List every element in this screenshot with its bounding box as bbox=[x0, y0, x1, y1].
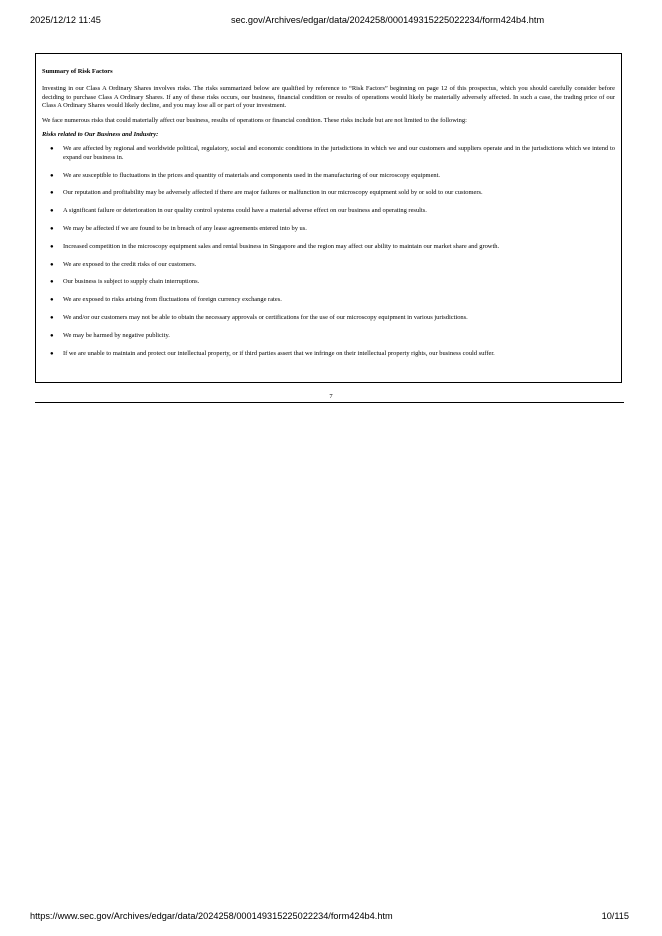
print-datetime: 2025/12/12 11:45 bbox=[30, 15, 101, 25]
bullet-icon: ● bbox=[50, 172, 54, 179]
risk-item bbox=[42, 332, 615, 340]
print-page-counter: 10/115 bbox=[601, 911, 629, 921]
print-footer bbox=[30, 911, 632, 925]
bullet-icon: ● bbox=[50, 297, 54, 304]
risk-item bbox=[42, 261, 615, 269]
risk-text: A significant failure or deterioration in our quality control systems could have a material adverse effect on our business and operating results. bbox=[63, 207, 427, 215]
risk-text: If we are unable to maintain and protect our intellectual property, or if third parties assert that we infringe on their intellectual property rights, our business could suffer. bbox=[63, 349, 495, 357]
bullet-icon: ● bbox=[50, 226, 54, 233]
page-number: 7 bbox=[329, 393, 333, 400]
risk-item bbox=[42, 243, 615, 251]
bullet-icon: ● bbox=[50, 261, 54, 268]
page-divider bbox=[35, 402, 624, 403]
bullet-icon: ● bbox=[50, 208, 54, 215]
print-footer-url[interactable]: https://www.sec.gov/Archives/edgar/data/2024258/000149315225022234/form424b4.htm bbox=[30, 911, 393, 921]
bullet-icon: ● bbox=[50, 243, 54, 250]
print-header bbox=[30, 15, 632, 29]
risk-item bbox=[42, 145, 615, 162]
risk-item bbox=[42, 278, 615, 286]
risk-text: We are affected by regional and worldwide political, regulatory, social and economic conditions in the jurisdictions in which we and our customers and suppliers operate and in the jurisdictions which we intend to expand our business in. bbox=[63, 145, 615, 161]
risk-item bbox=[42, 172, 615, 180]
risk-item bbox=[42, 296, 615, 304]
risk-text: We may be harmed by negative publicity. bbox=[63, 331, 170, 339]
bullet-icon: ● bbox=[50, 350, 54, 357]
risk-item bbox=[42, 207, 615, 215]
section-title: Summary of Risk Factors bbox=[42, 68, 113, 75]
risk-text: Our reputation and profitability may be adversely affected if there are major failures or malfunction in our microscopy equipment sold by or sold to our customers. bbox=[63, 189, 483, 197]
risk-text: Increased competition in the microscopy equipment sales and rental business in Singapore and the region may affect our ability to maintain our market share and growth. bbox=[63, 242, 500, 250]
intro-paragraph: Investing in our Class A Ordinary Shares involves risks. The risks summarized below are qualified by reference to “Risk Factors” beginning on page 12 of this prospectus, which you should carefully consider before deciding to purchase Class A Ordinary Shares. If any of these risks occurs, our business, financial condition or results of operations would likely be materially adversely affected. In such a case, the trading price of our Class A Ordinary Shares would likely decline, and you may lose all or part of your investment. bbox=[42, 85, 615, 110]
risk-text: We are exposed to the credit risks of our customers. bbox=[63, 260, 197, 268]
risk-item bbox=[42, 314, 615, 322]
bullet-icon: ● bbox=[50, 190, 54, 197]
bullet-icon: ● bbox=[50, 146, 54, 153]
risk-text: We may be affected if we are found to be in breach of any lease agreements entered into by us. bbox=[63, 225, 307, 233]
bullet-icon: ● bbox=[50, 315, 54, 322]
risk-text: We are exposed to risks arising from fluctuations of foreign currency exchange rates. bbox=[63, 296, 282, 304]
risk-item bbox=[42, 350, 615, 358]
bullet-icon: ● bbox=[50, 279, 54, 286]
risk-item bbox=[42, 189, 615, 197]
print-header-url: sec.gov/Archives/edgar/data/2024258/000149315225022234/form424b4.htm bbox=[231, 15, 545, 25]
risk-list bbox=[42, 145, 615, 358]
risk-item bbox=[42, 225, 615, 233]
risk-text: We and/or our customers may not be able to obtain the necessary approvals or certifications for the use of our microscopy equipment in various jurisdictions. bbox=[63, 314, 468, 322]
bullet-icon: ● bbox=[50, 332, 54, 339]
risk-summary-box bbox=[35, 53, 622, 383]
lead-paragraph: We face numerous risks that could materially affect our business, results of operations or financial condition. These risks include but are not limited to the following: bbox=[42, 116, 467, 124]
risk-subheading: Risks related to Our Business and Industry: bbox=[42, 131, 159, 139]
risk-text: Our business is subject to supply chain interruptions. bbox=[63, 278, 200, 286]
risk-text: We are susceptible to fluctuations in the prices and quantity of materials and components used in the manufacturing of our microscopy equipment. bbox=[63, 171, 441, 179]
